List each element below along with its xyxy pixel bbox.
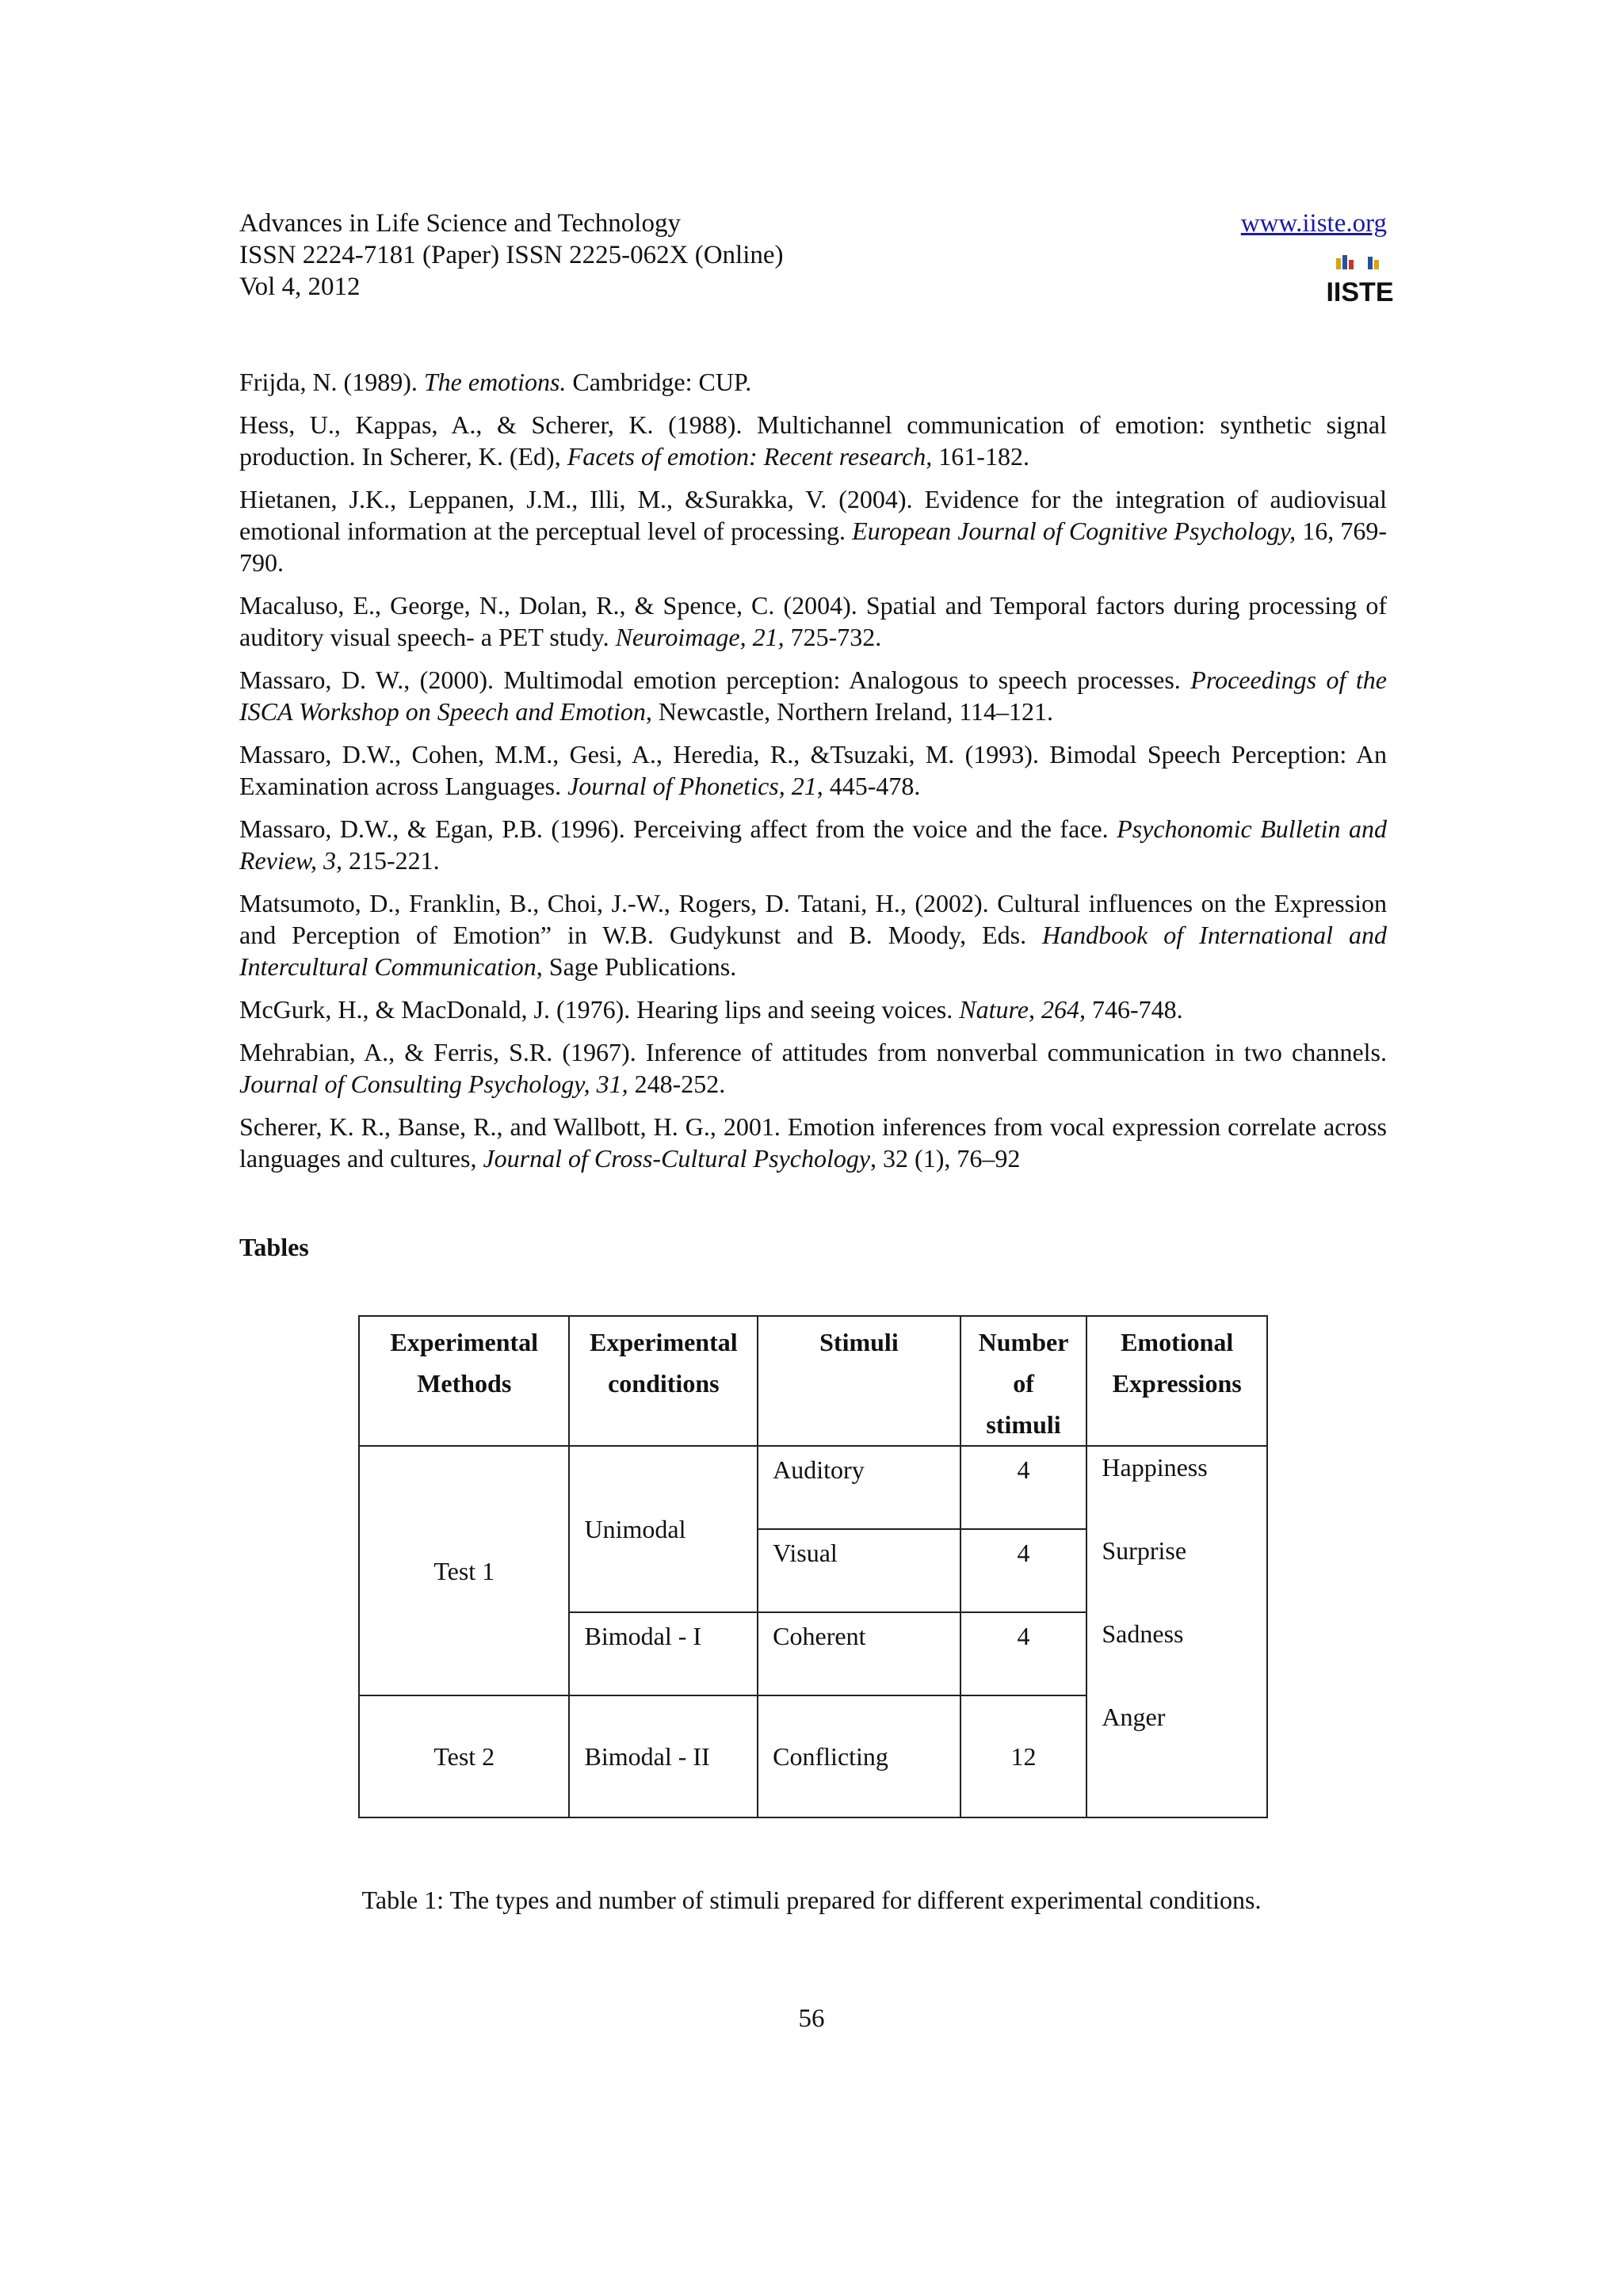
emotion-sadness: Sadness	[1102, 1619, 1184, 1648]
page-number: 56	[798, 2004, 825, 2033]
journal-website-link[interactable]: www.iiste.org	[1240, 209, 1387, 238]
reference-item: Hietanen, J.K., Leppanen, J.M., Illi, M., &Surakka, V. (2004). Evidence for the integration of audiovisual emotional information at the perceptual level of processing. European Journal of Cognitive Psychology, 16, 769-790.	[239, 485, 1388, 577]
reference-item: Massaro, D.W., & Egan, P.B. (1996). Perceiving affect from the voice and the face. Psychonomic Bulletin and Review, 3, 215-221.	[239, 814, 1387, 875]
reference-item: Massaro, D. W., (2000). Multimodal emotion perception: Analogous to speech processes. Proceedings of the ISCA Workshop on Speech and Emotion, Newcastle, Northern Ireland, 114–121.	[239, 666, 1388, 726]
cell-coherent: Coherent	[758, 1612, 960, 1695]
cell-n-auditory: 4	[960, 1446, 1087, 1529]
journal-header	[239, 208, 1394, 307]
journal-title: Advances in Life Science and Technology	[239, 209, 681, 238]
iiste-logo	[1326, 252, 1394, 311]
reference-item: Scherer, K. R., Banse, R., and Wallbott, H. G., 2001. Emotion inferences from vocal expression correlate across languages and cultures, Journal of Cross-Cultural Psychology, 32 (1), 76–92	[239, 1112, 1387, 1173]
header-experimental-conditions: Experimental conditions	[569, 1316, 758, 1446]
cell-conflicting: Conflicting	[758, 1695, 960, 1817]
cell-unimodal: Unimodal	[569, 1446, 758, 1612]
reference-item: Frijda, N. (1989). The emotions. Cambridge: CUP.	[239, 368, 752, 396]
cell-test-1: Test 1	[359, 1446, 569, 1695]
reference-item: Matsumoto, D., Franklin, B., Choi, J.-W., Rogers, D. Tatani, H., (2002). Cultural influences on the Expression and Perception of Emotion” in W.B. Gudykunst and B. Moody, Eds. Handbook of International and Intercultural Communication, Sage Publications.	[239, 889, 1388, 981]
reference-item: Hess, U., Kappas, A., & Scherer, K. (1988). Multichannel communication of emotion: synthetic signal production. In Scherer, K. (Ed), Facets of emotion: Recent research, 161-182.	[239, 410, 1387, 471]
cell-n-coherent: 4	[960, 1612, 1087, 1695]
emotion-anger: Anger	[1102, 1703, 1166, 1731]
cell-n-conflicting: 12	[960, 1695, 1087, 1817]
emotion-happiness: Happiness	[1102, 1453, 1208, 1482]
cell-emotions	[1086, 1446, 1267, 1817]
tables-heading: Tables	[239, 1233, 309, 1261]
table-row	[359, 1446, 1267, 1529]
table-header-row	[359, 1316, 1267, 1446]
reference-item: Massaro, D.W., Cohen, M.M., Gesi, A., Heredia, R., &Tsuzaki, M. (1993). Bimodal Speech Perception: An Examination across Languages. Journal of Phonetics, 21, 445-478.	[239, 740, 1387, 800]
reference-item: Mehrabian, A., & Ferris, S.R. (1967). Inference of attitudes from nonverbal communication in two channels. Journal of Consulting Psychology, 31, 248-252.	[239, 1038, 1387, 1098]
reference-item: Macaluso, E., George, N., Dolan, R., & Spence, C. (2004). Spatial and Temporal factors during processing of auditory visual speech- a PET study. Neuroimage, 21, 725-732.	[239, 591, 1387, 651]
cell-bimodal-2: Bimodal - II	[569, 1695, 758, 1817]
svg-text:IISTE: IISTE	[1326, 277, 1394, 307]
cell-bimodal-1: Bimodal - I	[569, 1612, 758, 1695]
emotion-surprise: Surprise	[1102, 1536, 1187, 1565]
cell-auditory: Auditory	[758, 1446, 960, 1529]
journal-issn: ISSN 2224-7181 (Paper) ISSN 2225-062X (Online)	[239, 241, 784, 269]
reference-list	[239, 366, 1387, 1185]
header-number-of-stimuli: Number of stimuli	[960, 1316, 1087, 1446]
header-stimuli: Stimuli	[758, 1316, 960, 1446]
header-experimental-methods: Experimental Methods	[359, 1316, 569, 1446]
stimuli-table	[358, 1315, 1268, 1818]
journal-volume: Vol 4, 2012	[239, 273, 361, 301]
header-emotional-expressions: Emotional Expressions	[1086, 1316, 1267, 1446]
cell-n-visual: 4	[960, 1529, 1087, 1612]
reference-item: McGurk, H., & MacDonald, J. (1976). Hearing lips and seeing voices. Nature, 264, 746-748.	[239, 995, 1183, 1024]
table-caption: Table 1: The types and number of stimuli prepared for different experimental conditions.	[361, 1886, 1262, 1914]
cell-visual: Visual	[758, 1529, 960, 1612]
cell-test-2: Test 2	[359, 1695, 569, 1817]
